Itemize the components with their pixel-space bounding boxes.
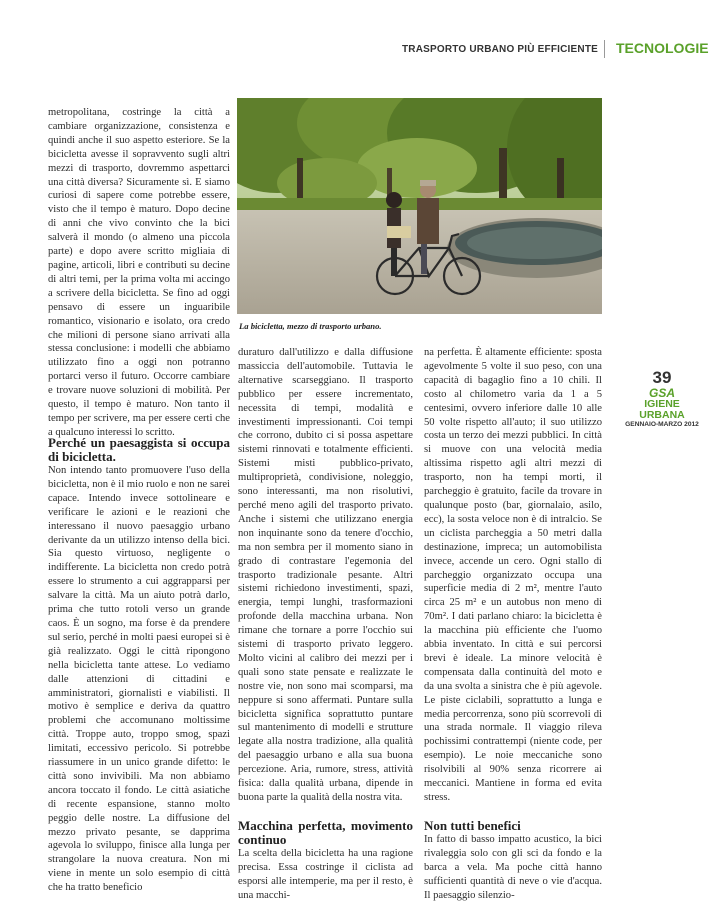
- column-2: [238, 346, 413, 903]
- paragraph: duraturo dall'utilizzo e dalla diffusione massiccia dell'automobile. Tuttavia le alternative scarseggiano. Il trasporto pubblico per essere incrementato, necessita di tempi, modalità e investimenti impressionanti. Coi tempi che corrono, dubito ci si possa aspettare sistemi rinnovati e totalmente efficienti. Sistemi misti pubblico-privato, multiproprietà, condivisione, noleggio, sono interessanti, ma non risolutivi, perché meno agili del trasporto privato. Anche i sistemi che utilizzano energia non inquinante sono da tenere d'occhio, ma non sembra per il momento siano in grado di contrastare l'egemonia del trasporto tradizionale pesante. Altri sistemi richiedono investimenti, spazi, energia, tempi lunghi, trasformazioni profonde della macchina urbana. Non rimane che tornare a porre l'occhio sui sistemi di trasporto privato leggero. Molto vicini al calibro dei mezzi per i quali sono state pensate e realizzate le nostre vie, non sono mai scomparsi, ma neppure si sono affermati. Puntare sulla bicicletta significa soprattutto puntare sul mantenimento di modelli e strutture legate alla nostra tradizione, alla qualità del paesaggio urbano e alla sua buona percezione. Aria, rumore, stress, attività fisica: dalla qualità urbana, dipende in buona parte la qualità della nostra vita.: [238, 347, 413, 803]
- section-heading: Perché un paesaggista si occupa di bicicletta.: [48, 435, 230, 464]
- paragraph: Non intendo tanto promuovere l'uso della bicicletta, non è il mio ruolo e non ne sarei capace. Intendo invece sottolineare e verificare le azioni e le reazioni che interessano il nuovo paesaggio urbano derivante da un utilizzo intenso della bici. Sia questo virtuoso, negligente o indifferente. La bicicletta non credo potrà essere lo strumento a cui aggrapparsi per salvare la città. Ma un aiuto potrà darlo, prima che tutto rotoli verso un grande caos. È un sogno, ma forse è da prendere sul serio, perché in molti paesi europei si è già realizzato. Oggi le città ripongono nella bicicletta tante attese. Lo vediamo dalle attenzioni di cittadini e amministratori, giornalisti e viabilisti. Il motivo è semplice e deriva da quattro problemi che accomunano moltissime città. Troppe auto, troppo smog, spazi limitati, eccessivo pericolo. Si potrebbe riassumere in un unico grande difetto: le città sono invivibili. Ma non abbiamo ancora toccato il fondo. Le città asiatiche di recente espansione, stanno molto peggio delle nostre. La diffusione del mezzo privato pesante, se dapprima agevola lo sviluppo, finisce alla lunga per strangolare la nuova creatura. Non mi viene in mente un solo esempio di città che ha tratto beneficio: [48, 465, 230, 894]
- photo-caption: La bicicletta, mezzo di trasporto urbano.: [239, 321, 382, 331]
- paragraph: La scelta della bicicletta ha una ragione precisa. Essa costringe il ciclista ad esporsi alle intemperie, ma per il resto, è una macchi-: [238, 847, 413, 901]
- header-divider: [604, 40, 605, 58]
- page-number: 39: [652, 368, 672, 387]
- section-heading: Non tutti benefici: [424, 817, 521, 833]
- page-header: [0, 36, 726, 60]
- page-info: [622, 369, 702, 429]
- column-1: [48, 106, 230, 440]
- magazine-title: IGIENE URBANA: [639, 398, 685, 421]
- issue-date: GENNAIO-MARZO 2012: [625, 421, 699, 428]
- column-3: [424, 346, 602, 902]
- paragraph: metropolitana, costringe la città a cambiare organizzazione, consistenza e quindi anche il suo aspetto esteriore. Se la bicicletta avesse il sopravvento sugli altri mezzi di trasporto, dovremmo aspettarci una città diversa? Sicuramente sì. E siamo curiosi di sapere come potrebbe essere, visto che il tempo è maturo. Dopo decine di anni che vivo convinto che la bici salverà il mondo (o almeno una piccola parte) e dopo avere scritto migliaia di pagine, articoli, libri e contributi su decine di altri temi, per la prima volta mi accingo a scrivere della bicicletta. Se fino ad oggi pensavo di essere un inguaribile romantico, visionario e isolato, ora credo che milioni di persone siano arrivati alla stessa conclusione: i modelli che abbiamo utilizzato fino a oggi non potranno portarci verso il futuro. Occorre cambiare e trovare nuove soluzioni di mobilità. Per questo, il tempo è maturo. Non tanto il tempo per scrivere, ma per essere certi che a qualcuno interessi lo scritto.: [48, 107, 230, 438]
- category-label: TECNOLOGIE: [616, 40, 709, 56]
- paragraph: na perfetta. È altamente efficiente: sposta agevolmente 5 volte il suo peso, con una capacità di bagaglio fino a 10 chili. Il costo al chilometro varia da 1 a 5 centesimi, ovvero inferiore dalle 10 alle 50 volte rispetto all'auto; il suo utilizzo costa un terzo dei mezzi pubblici. In città si muove con una velocità media altissima rispetto agli altri mezzi di trasporto, non ha tempi morti, il parcheggio è gratuito, facile da trovare in qualunque posto (bar, giornalaio, asilo, ecc), la sosta veloce non è di intralcio. Se un ciclista parcheggia a 50 metri dalla destinazione, impreca; un automobilista invece, accende un cero. Ogni stallo di parcheggio organizzato occupa una superficie media di 2 m², mentre l'auto circa 25 m² e un autobus non meno di 70m². I dati parlano chiaro: la bicicletta è la macchina più efficiente che l'uomo abbia inventato. In città e sui percorsi brevi è ideale. La minore velocità è compensata dalla continuità del moto e da una svolta a sinistra che è più agevole. Le piste ciclabili, soprattutto a lunga e media percorrenza, sono più scorrevoli di una strada normale. Il viaggio rileva pochissimi contrattempi (niente code, per esempio). Le noie meccaniche sono risolvibili al 90% senza ricorrere ai meccanici. Mantiene in forma ed evita stress.: [424, 347, 602, 803]
- section-heading: Macchina perfetta, movimento continuo: [238, 817, 413, 847]
- article-photo: [237, 98, 602, 314]
- section-title: TRASPORTO URBANO PIÙ EFFICIENTE: [401, 44, 598, 55]
- column-1-lower: [48, 436, 230, 895]
- paragraph: In fatto di basso impatto acustico, la bici rivaleggia solo con gli sci da fondo e la barca a vela. Ma poche città hanno sufficienti quantità di neve o vie d'acqua. Il paesaggio silenzio-: [424, 833, 602, 901]
- magazine-logo: GSA: [648, 386, 675, 400]
